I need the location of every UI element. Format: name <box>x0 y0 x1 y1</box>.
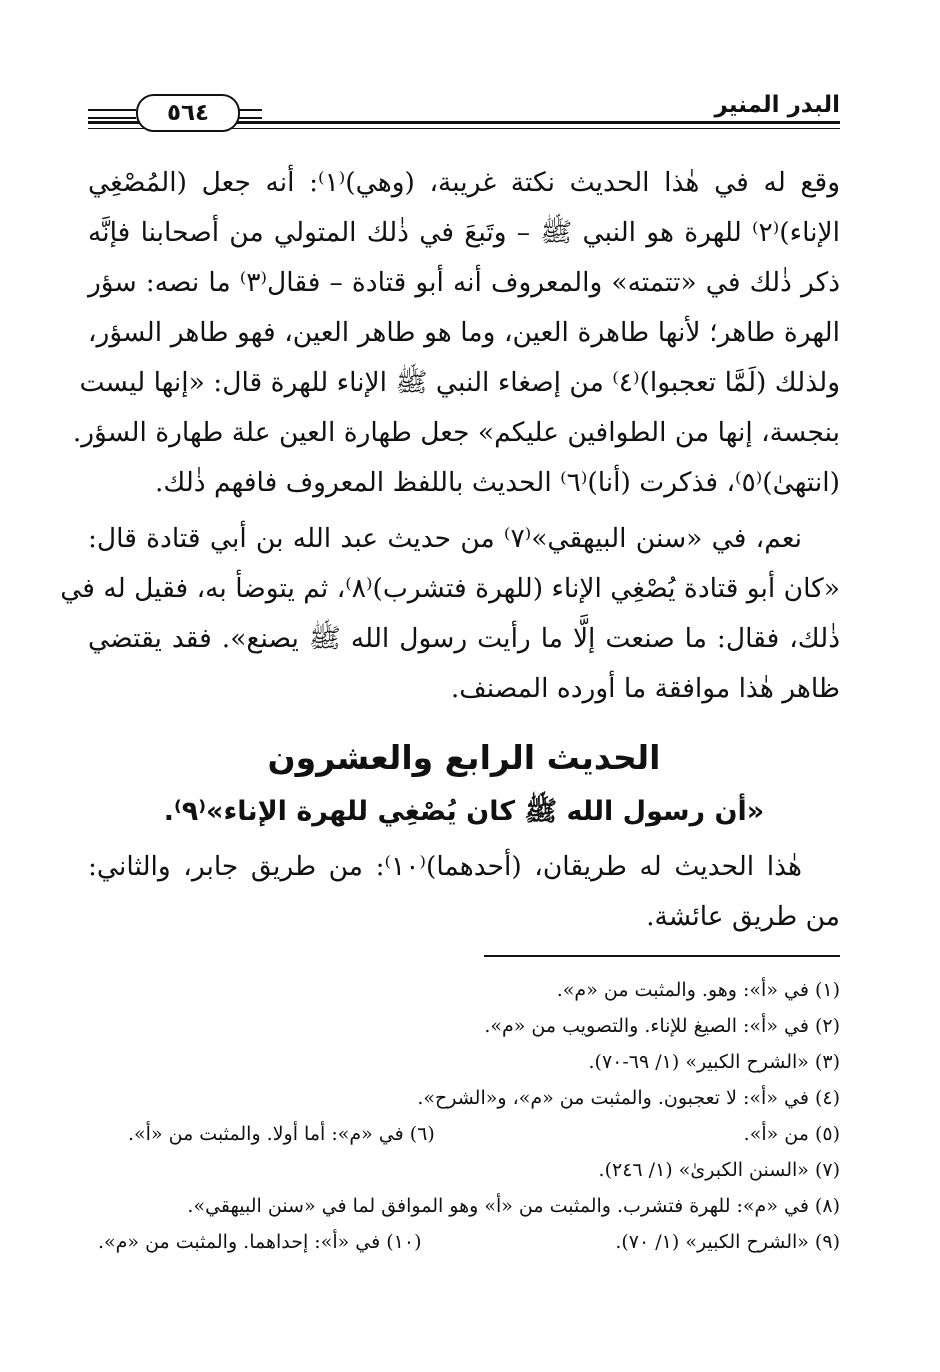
text-line: (انتهىٰ)⁽٥⁾، فذكرت (أنا)⁽٦⁾ الحديث باللفظ المعروف فافهم ذٰلك. <box>154 467 840 498</box>
footnotes <box>88 972 840 1260</box>
text-line: وقع له في هٰذا الحديث نكتة غريبة، (وهي)⁽١⁾: أنه جعل (المُصْغِي <box>88 167 840 198</box>
page-header <box>88 84 840 144</box>
footnote-row <box>88 1224 840 1260</box>
footnote-row <box>88 1116 840 1152</box>
text-line: ولذلك (لَمَّا تعجبوا)⁽٤⁾ من إصغاء النبي ﷺ الإناء للهرة قال: «إنها ليست <box>79 367 840 398</box>
text-line: هٰذا الحديث له طريقان، (أحدهما)⁽١٠⁾: من طريق جابر، والثاني: <box>88 851 802 882</box>
footnote: (٨) في «م»: للهرة فتشرب. والمثبت من «أ» وهو الموافق لما في «سنن البيهقي». <box>187 1195 840 1217</box>
text-line: من طريق عائشة. <box>646 901 840 932</box>
text-line: ذٰلك، فقال: ما صنعت إلَّا ما رأيت رسول الله ﷺ يصنع». فقد يقتضي <box>88 623 840 654</box>
hadith-text: «أن رسول الله ﷺ كان يُصْغِي للهرة الإناء»⁽٩⁾. <box>163 796 765 827</box>
text-line: ظاهر هٰذا موافقة ما أورده المصنف. <box>450 673 840 704</box>
footnote: (٣) «الشرح الكبير» (١/ ٦٩-٧٠). <box>588 1051 840 1073</box>
footnote: (١) في «أ»: وهو. والمثبت من «م». <box>556 979 840 1001</box>
footnote: (٥) من «أ». <box>743 1123 840 1145</box>
text-line: ذكر ذٰلك في «تتمته» والمعروف أنه أبو قتادة – فقال⁽٣⁾ ما نصه: سؤر <box>88 267 841 298</box>
paragraph-3 <box>88 842 840 942</box>
footnote: (٩) «الشرح الكبير» (١/ ٧٠). <box>615 1231 840 1253</box>
paragraph-2 <box>60 514 840 714</box>
text-line: بنجسة، إنها من الطوافين عليكم» جعل طهارة العين علة طهارة السؤر. <box>72 417 840 448</box>
running-title: البدر المنير <box>714 92 840 118</box>
text-line: الإناء)⁽٢⁾ للهرة هو النبي ﷺ – وتَبعَ في ذٰلك المتولي من أصحابنا فإنَّه <box>88 217 840 248</box>
footnote: (١٠) في «أ»: إحداهما. والمثبت من «م». <box>98 1231 422 1253</box>
footnote-separator <box>484 955 840 957</box>
footnote: (٤) في «أ»: لا تعجبون. والمثبت من «م»، و«الشرح». <box>417 1087 840 1109</box>
paragraph-1 <box>72 158 841 508</box>
footnote: (٧) «السنن الكبرىٰ» (١/ ٢٤٦). <box>598 1159 840 1181</box>
header-ornament <box>88 109 136 119</box>
page-number-frame <box>136 94 240 132</box>
page-number: ٥٦٤ <box>166 100 210 126</box>
text-line: «كان أبو قتادة يُصْغِي الإناء (للهرة فتشرب)⁽٨⁾، ثم يتوضأ به، فقيل له في <box>60 573 840 604</box>
section-heading: الحديث الرابع والعشرون <box>267 738 661 777</box>
footnote: (٦) في «م»: أما أولا. والمثبت من «أ». <box>128 1123 435 1145</box>
footnote: (٢) في «أ»: الصيغ للإناء. والتصويب من «م». <box>484 1015 840 1037</box>
text-line: نعم، في «سنن البيهقي»⁽٧⁾ من حديث عبد الله بن أبي قتادة قال: <box>88 523 802 554</box>
text-line: الهرة طاهر؛ لأنها طاهرة العين، وما هو طاهر العين، فهو طاهر السؤر، <box>88 317 840 348</box>
